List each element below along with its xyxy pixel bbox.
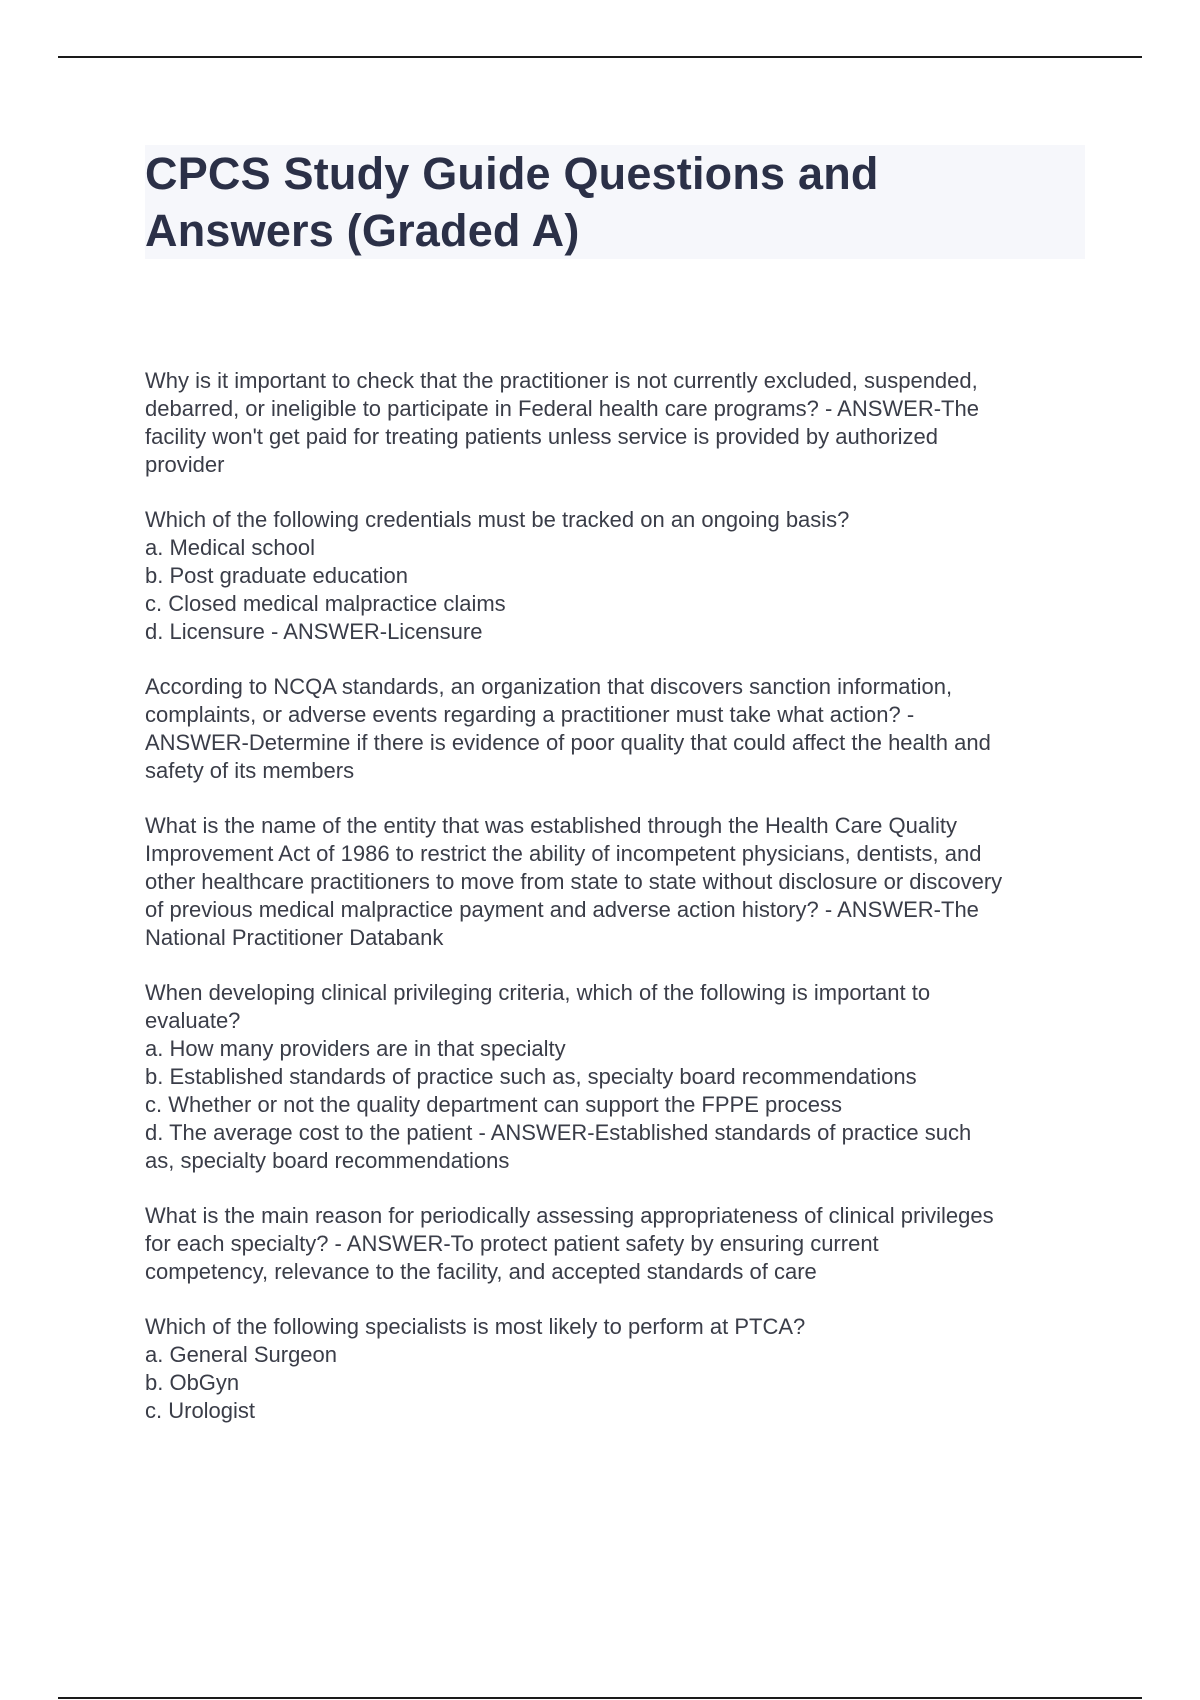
qa-line: c. Closed medical malpractice claims: [145, 591, 506, 616]
qa-line: When developing clinical privileging criteria, which of the following is important to: [145, 980, 931, 1005]
qa-line: b. Established standards of practice such as, specialty board recommendations: [145, 1064, 917, 1089]
qa-line: Improvement Act of 1986 to restrict the ability of incompetent physicians, dentists, and: [145, 841, 982, 866]
page-title: [145, 145, 1085, 259]
qa-list: [145, 367, 1095, 1452]
qa-line: According to NCQA standards, an organization that discovers sanction information,: [145, 674, 953, 699]
title-block: [145, 145, 1085, 259]
qa-line: National Practitioner Databank: [145, 925, 444, 950]
qa-line: for each specialty? - ANSWER-To protect patient safety by ensuring current: [145, 1231, 879, 1256]
qa-line: evaluate?: [145, 1008, 241, 1033]
qa-line: competency, relevance to the facility, and accepted standards of care: [145, 1259, 817, 1284]
qa-item: [145, 367, 1095, 479]
qa-item: [145, 1202, 1095, 1286]
qa-line: a. General Surgeon: [145, 1342, 338, 1367]
qa-item: [145, 506, 1095, 646]
qa-item: [145, 812, 1095, 952]
qa-line: Which of the following credentials must be tracked on an ongoing basis?: [145, 507, 850, 532]
qa-line: a. How many providers are in that specialty: [145, 1036, 566, 1061]
qa-line: of previous medical malpractice payment and adverse action history? - ANSWER-The: [145, 897, 979, 922]
qa-line: facility won't get paid for treating patients unless service is provided by authorized: [145, 424, 938, 449]
qa-line: What is the main reason for periodically assessing appropriateness of clinical privileges: [145, 1203, 994, 1228]
qa-line: What is the name of the entity that was established through the Health Care Quality: [145, 813, 958, 838]
qa-item: [145, 1313, 1095, 1425]
qa-line: complaints, or adverse events regarding a practitioner must take what action? -: [145, 702, 915, 727]
qa-line: d. The average cost to the patient - ANSWER-Established standards of practice such: [145, 1120, 972, 1145]
qa-line: b. Post graduate education: [145, 563, 408, 588]
qa-line: ANSWER-Determine if there is evidence of poor quality that could affect the health and: [145, 730, 991, 755]
qa-item: [145, 673, 1095, 785]
qa-line: debarred, or ineligible to participate in Federal health care programs? - ANSWER-The: [145, 396, 979, 421]
qa-line: provider: [145, 452, 225, 477]
qa-line: c. Whether or not the quality department can support the FPPE process: [145, 1092, 843, 1117]
qa-item: [145, 979, 1095, 1175]
qa-line: a. Medical school: [145, 535, 315, 560]
qa-line: other healthcare practitioners to move from state to state without disclosure or discovery: [145, 869, 1003, 894]
top-rule: [58, 56, 1142, 58]
qa-line: as, specialty board recommendations: [145, 1148, 510, 1173]
title-line: Answers (Graded A): [145, 205, 580, 256]
qa-line: Which of the following specialists is most likely to perform at PTCA?: [145, 1314, 806, 1339]
bottom-rule: [58, 1697, 1142, 1699]
qa-line: b. ObGyn: [145, 1370, 240, 1395]
qa-line: safety of its members: [145, 758, 355, 783]
qa-line: Why is it important to check that the practitioner is not currently excluded, suspended,: [145, 368, 978, 393]
qa-line: c. Urologist: [145, 1398, 256, 1423]
title-line: CPCS Study Guide Questions and: [145, 148, 879, 199]
qa-line: d. Licensure - ANSWER-Licensure: [145, 619, 483, 644]
